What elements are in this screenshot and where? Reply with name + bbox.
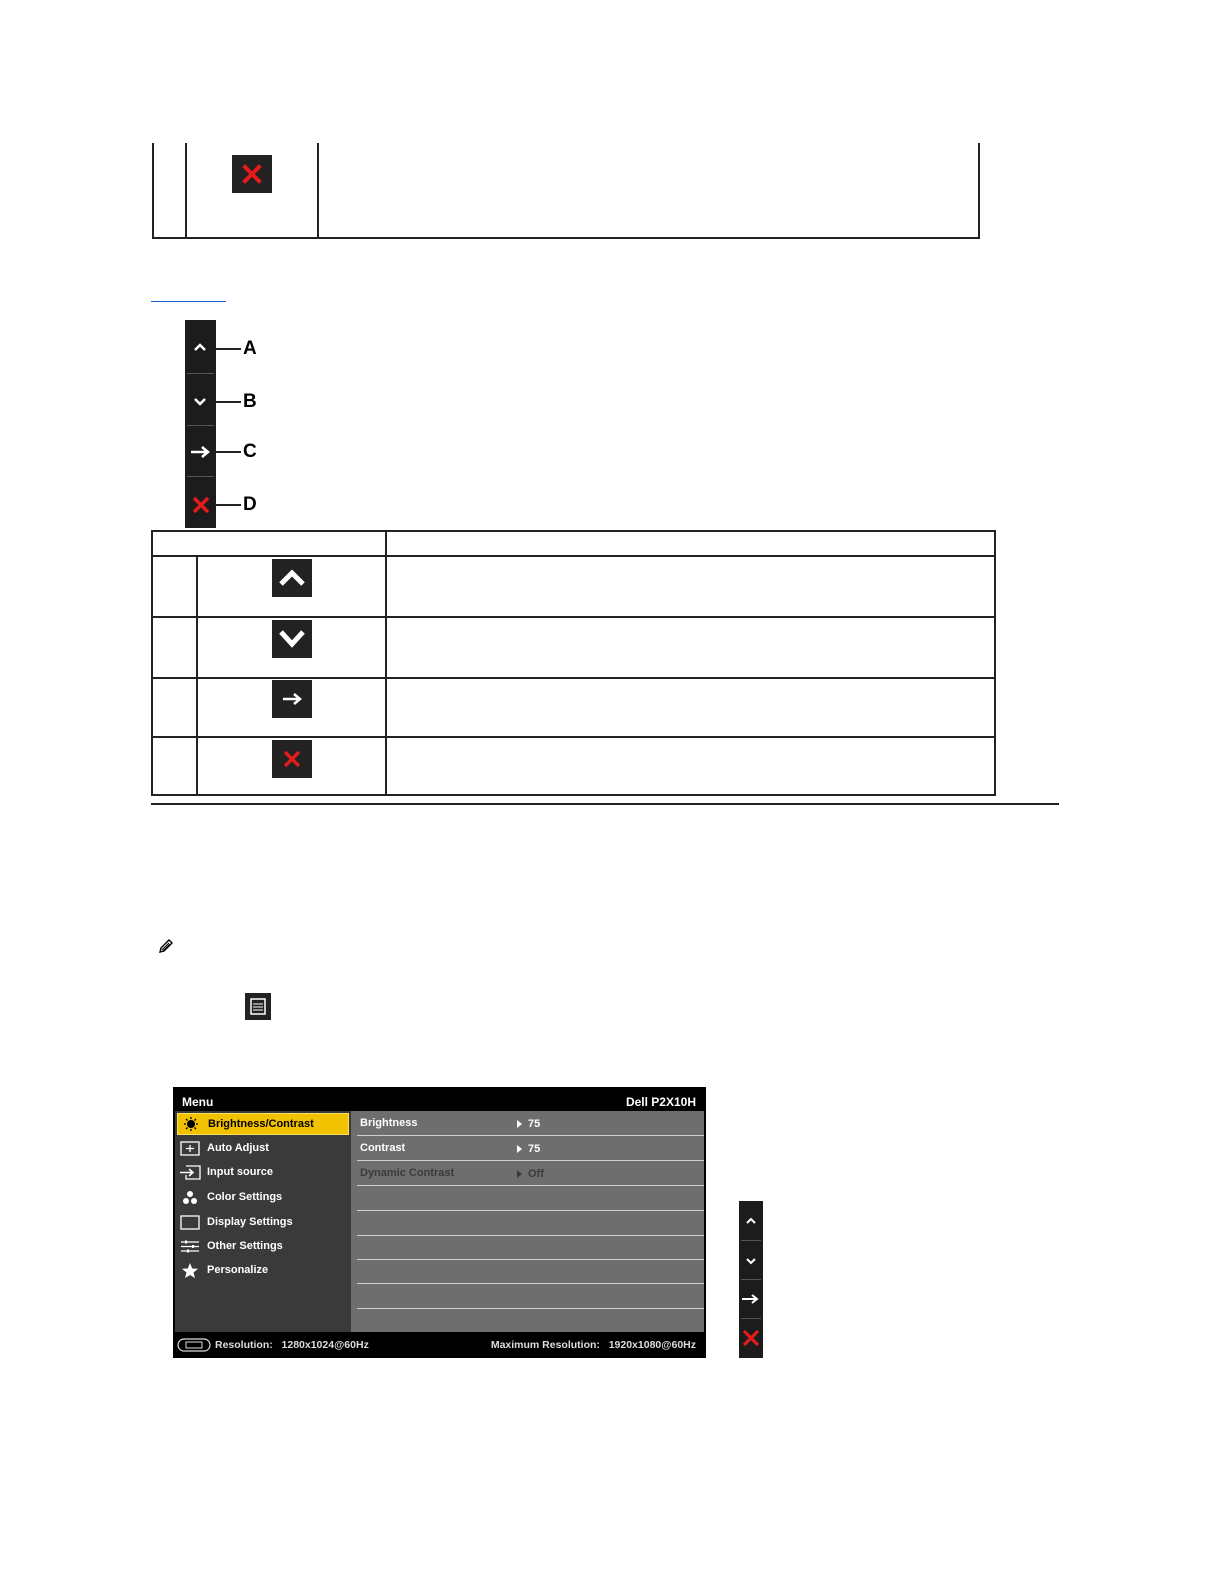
osd-submenu (351, 1111, 704, 1332)
up-icon (272, 559, 312, 597)
osd-menu-item-personalize[interactable] (177, 1259, 349, 1281)
osd-setting-name: Dynamic Contrast (360, 1167, 455, 1179)
top-table-fragment (152, 143, 980, 239)
down-icon (192, 396, 208, 408)
close-icon (191, 496, 211, 514)
osd-menu-item-input-source[interactable] (177, 1161, 349, 1183)
osd-empty-row (357, 1186, 704, 1211)
column-divider (385, 532, 387, 794)
osd-title: Menu (182, 1095, 214, 1109)
enter-key-image (272, 680, 312, 718)
osd-menu-item-label: Display Settings (207, 1216, 293, 1228)
row-divider (153, 736, 994, 738)
osd-menu-item-auto-adjust[interactable] (177, 1137, 349, 1159)
osd-max-resolution-label: Maximum Resolution: (490, 1339, 600, 1351)
osd-resolution-label: Resolution: (215, 1339, 273, 1351)
close-icon (742, 1329, 760, 1347)
link-underline[interactable] (151, 301, 226, 302)
callout-label-d: D (243, 494, 257, 515)
callout-line (215, 348, 241, 350)
osd-menu-item-label: Color Settings (207, 1191, 283, 1203)
osd-empty-row (357, 1211, 704, 1236)
menu-key-icon (245, 993, 271, 1020)
arrow-right-icon (272, 680, 312, 718)
osd-status-bar (173, 1334, 706, 1356)
down-key-image (272, 620, 312, 658)
osd-empty-row (357, 1284, 704, 1309)
front-panel-buttons-table (151, 530, 996, 796)
osd-setting-value: 75 (517, 1143, 540, 1155)
osd-menu-screenshot (173, 1087, 706, 1358)
osd-setting-brightness[interactable] (357, 1111, 704, 1136)
key-separator (741, 1318, 761, 1319)
callout-label-b: B (243, 391, 257, 412)
input-source-icon (179, 1165, 201, 1180)
osd-empty-row (357, 1259, 704, 1284)
osd-setting-value: 75 (517, 1118, 540, 1130)
key-separator (187, 373, 214, 374)
osd-setting-dynamic-contrast (357, 1161, 704, 1186)
auto-adjust-icon (180, 1141, 200, 1156)
osd-menu-item-other-settings[interactable] (177, 1235, 349, 1257)
other-settings-icon (180, 1239, 200, 1254)
down-icon (272, 620, 312, 658)
close-icon (232, 155, 272, 193)
up-icon (192, 341, 208, 353)
key-separator (187, 425, 214, 426)
column-divider (185, 143, 187, 237)
osd-menu-item-display-settings[interactable] (177, 1211, 349, 1233)
display-settings-icon (180, 1215, 200, 1230)
osd-resolution (215, 1339, 369, 1351)
brightness-icon (182, 1116, 200, 1132)
osd-menu-item-label: Auto Adjust (207, 1142, 269, 1154)
note-pencil-icon (158, 938, 174, 954)
key-separator (741, 1279, 761, 1280)
arrow-right-icon (189, 445, 213, 459)
callout-line (215, 401, 241, 403)
osd-main-menu (175, 1111, 351, 1332)
osd-model-name: Dell P2X10H (625, 1095, 696, 1109)
key-separator (741, 1240, 761, 1241)
callout-line (215, 504, 241, 506)
osd-setting-contrast[interactable] (357, 1136, 704, 1161)
osd-max-resolution-value: 1920x1080@60Hz (608, 1339, 696, 1351)
section-divider (151, 803, 1059, 805)
osd-menu-item-label: Personalize (207, 1264, 269, 1276)
osd-key-strip (739, 1201, 763, 1358)
osd-menu-item-brightness-contrast[interactable] (177, 1113, 349, 1135)
osd-max-resolution (491, 1339, 696, 1351)
front-panel-keys (185, 320, 216, 528)
exit-key-image (272, 740, 312, 778)
star-icon (181, 1262, 199, 1279)
osd-menu-item-color-settings[interactable] (177, 1186, 349, 1208)
key-separator (187, 476, 214, 477)
osd-setting-name: Brightness (360, 1117, 418, 1129)
callout-label-a: A (243, 338, 257, 359)
down-icon (744, 1256, 758, 1266)
osd-empty-row (357, 1235, 704, 1260)
callout-line (215, 451, 241, 453)
row-divider (153, 677, 994, 679)
exit-key-image (232, 155, 272, 193)
up-key-image (272, 559, 312, 597)
osd-setting-value: Off (517, 1168, 544, 1180)
up-icon (744, 1216, 758, 1226)
vga-connector-icon (177, 1338, 211, 1352)
callout-label-c: C (243, 441, 257, 462)
osd-menu-item-label: Other Settings (207, 1240, 283, 1252)
osd-setting-name: Contrast (360, 1142, 406, 1154)
row-divider (153, 616, 994, 618)
row-divider (153, 555, 994, 557)
column-divider (196, 555, 198, 794)
osd-menu-item-label: Brightness/Contrast (208, 1118, 314, 1130)
osd-menu-item-label: Input source (207, 1166, 274, 1178)
color-settings-icon (181, 1190, 199, 1205)
arrow-right-icon (741, 1293, 761, 1305)
column-divider (317, 143, 319, 237)
osd-resolution-value: 1280x1024@60Hz (281, 1339, 369, 1351)
close-icon (272, 740, 312, 778)
